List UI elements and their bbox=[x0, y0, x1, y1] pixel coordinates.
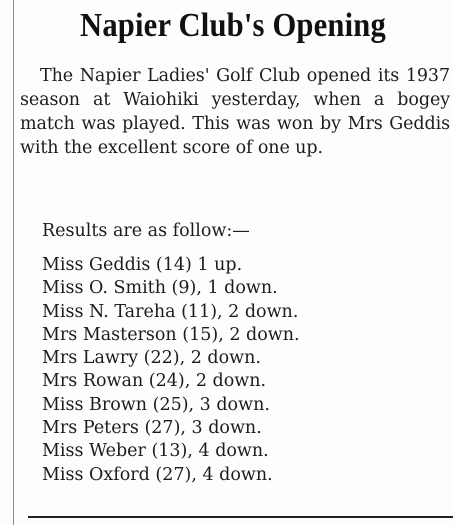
result-item: Miss Geddis (14) 1 up. bbox=[42, 255, 243, 275]
headline: Napier Club's Opening bbox=[80, 7, 386, 44]
result-item: Miss Weber (13), 4 down. bbox=[42, 441, 269, 462]
result-item: Mrs Rowan (24), 2 down. bbox=[42, 371, 267, 392]
article-body: The Napier Ladies' Golf Club opened its 1937 season at Waiohiki yesterday, when a bogey match was played. This was won by Mrs Geddis with the excellent score of one up. bbox=[20, 66, 450, 158]
result-item: Mrs Peters (27), 3 down. bbox=[42, 418, 262, 439]
bottom-rule bbox=[28, 516, 453, 518]
result-item: Mrs Masterson (15), 2 down. bbox=[42, 324, 300, 345]
column-rule bbox=[13, 0, 14, 525]
result-item: Miss O. Smith (9), 1 down. bbox=[42, 278, 278, 299]
result-item: Miss Brown (25), 3 down. bbox=[42, 394, 270, 415]
results-list bbox=[42, 254, 300, 487]
result-item: Miss Oxford (27), 4 down. bbox=[42, 464, 273, 485]
results-intro: Results are as follow:— bbox=[42, 221, 250, 241]
result-item: Miss N. Tareha (11), 2 down. bbox=[42, 301, 299, 322]
result-item: Mrs Lawry (22), 2 down. bbox=[42, 348, 261, 369]
